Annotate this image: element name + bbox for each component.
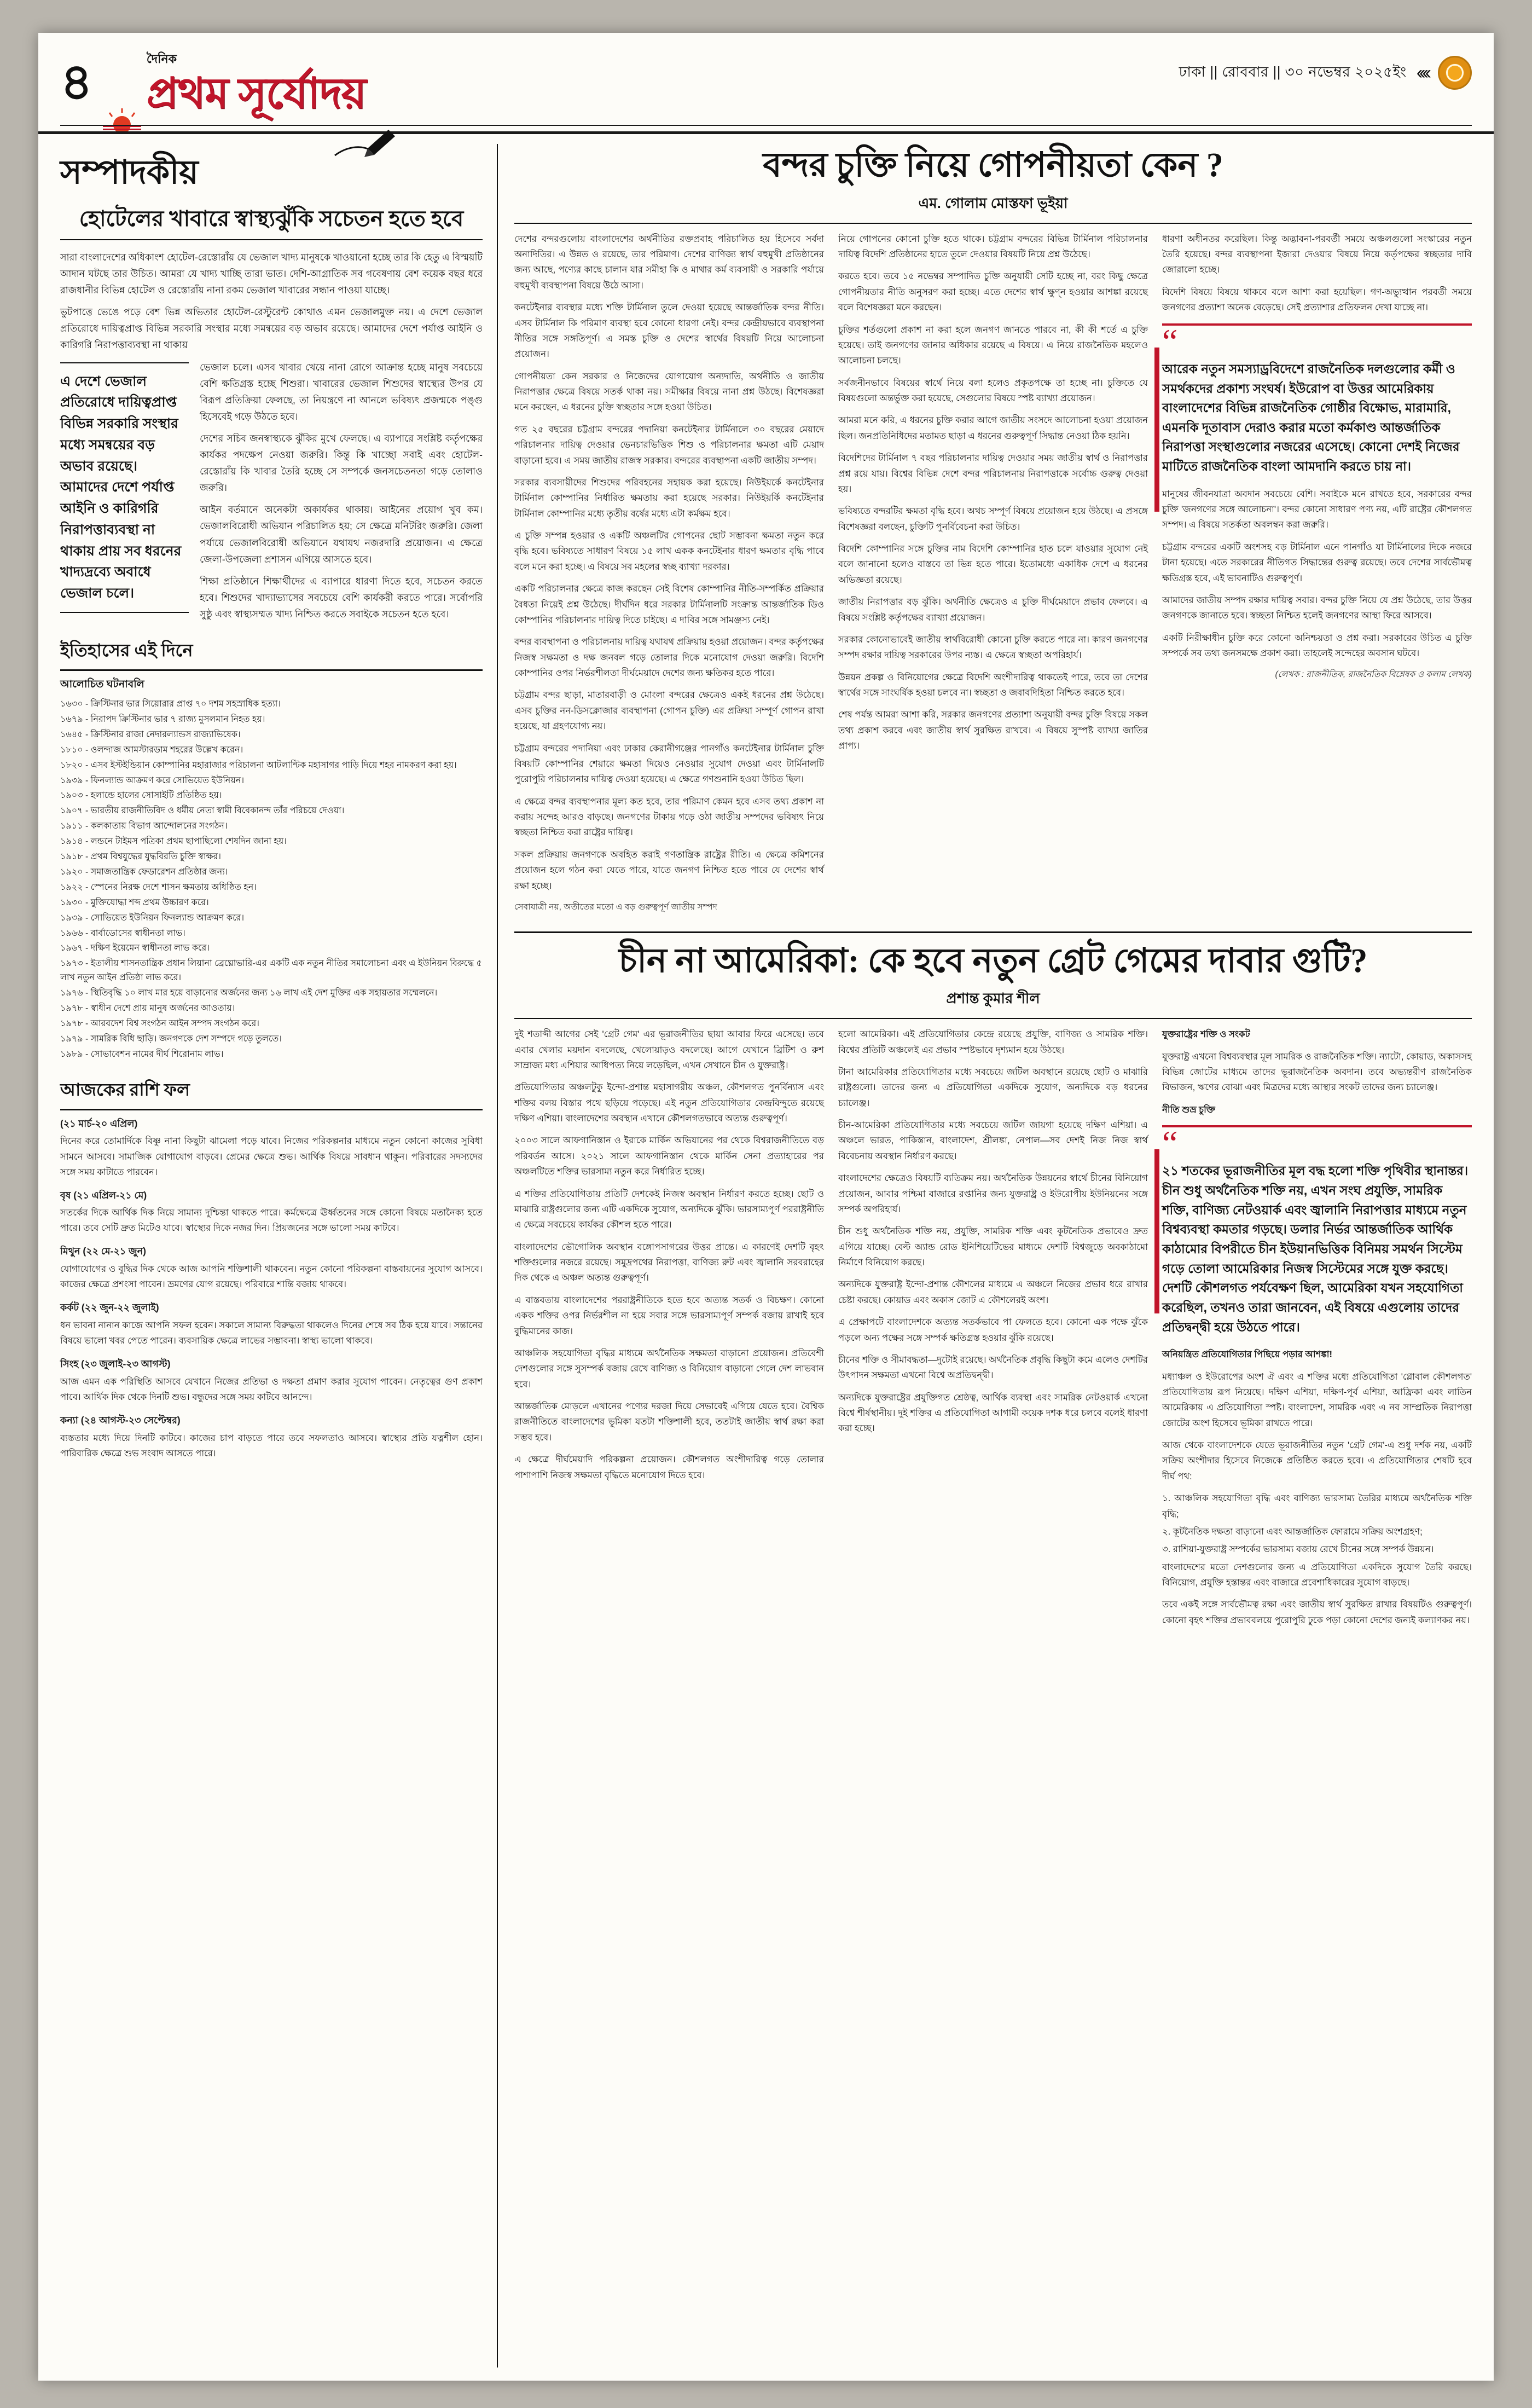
paragraph: বাংলাদেশের মতো দেশগুলোর জন্য এ প্রতিযোগিতা একদিকে সুযোগ তৈরি করছে। বিনিয়োগ, প্রযুক্তি হস্তান্তর এবং বাজারে প্রবেশাধিকারের সুযোগ বাড়ছে। [1162,1562,1472,1588]
list-item: ১৯৭৮ - আরবদেশ বিশ্ব সংগঠন আইন সম্পদ সংগঠন করে। [60,1019,260,1028]
list-item: ১৯২০ - সমাজতান্ত্রিক ফেডারেশন প্রতিষ্ঠার জন্য। [60,867,228,877]
quote-mark-icon: “ [1162,1124,1178,1163]
paragraph: শেষ পর্যন্ত আমরা আশা করি, সরকার জনগণের প্রত্যাশা অনুযায়ী বন্দর চুক্তি বিষয়ে সকল তথ্য প্রকাশ করবে এবং জাতীয় স্বার্থ সুরক্ষিত রাখবে। এ বিষয়ে সুস্পষ্ট ব্যাখ্যা জাতির প্রাপ্য। [838,710,1148,751]
page-number: ৪ [60,54,93,110]
horoscope-text: আজ এমন এক পরিস্থিতি আসবে যেখানে নিজের প্রতিভা ও দক্ষতা প্রমাণ করার সুযোগ পাবেন। নেতৃত্বের গুণ প্রকাশ পাবে। আর্থিক দিক থেকে দিনটি শুভ। বন্ধুদের সঙ্গে সময় কাটবে আনন্দে। [60,1376,483,1402]
horoscope-text: যোগাযোগের ও বুদ্ধির দিক থেকে আজ আপনি শক্তিশালী থাকবেন। নতুন কোনো পরিকল্পনা বাস্তবায়নের সুযোগ আসবে। কাজের ক্ষেত্রে প্রশংসা পাবেন। ভ্রমণের যোগ রয়েছে। পরিবারে শান্তি বজায় থাকবে। [60,1264,483,1290]
horoscope-sign: কর্কট (২২ জুন-২২ জুলাই) [60,1302,159,1313]
dateline-text: ঢাকা || রোববার || ৩০ নভেম্বর ২০২৫ইং [1179,63,1407,80]
paragraph: দেশের বন্দরগুলোয় বাংলাদেশের অর্থনীতির রক্তপ্রবাহ পরিচালিত হয় হিসেবে সর্বদা অনাদিতির। এ উন্নত ও রয়েছে, তার পরিমাণ। দেশের বাণিজ্য স্বার্থ বহুমুখী প্রতিষ্ঠানের জন্য আছে, পণ্যের কাছে চালান যার সমীহা কি ও মাথার কর্ম ব্যবসায়ী ও সরকারি পর্যায়ে বহুমুখী ব্যবস্থাপনা বিষয়ে উঠে আসা। [514,234,824,291]
paragraph: উন্নয়ন প্রকল্প ও বিনিয়োগের ক্ষেত্রে বিদেশি অংশীদারিত্ব থাকতেই পারে, তবে তা দেশের স্বার্থের সঙ্গে সাংঘর্ষিক হওয়া চলবে না। স্বচ্ছতা ও জবাবদিহিতা নিশ্চিত করতে হবে। [838,672,1148,698]
paragraph: নিয়ে গোপনের কোনো চুক্তি হতে থাকে। চট্টগ্রাম বন্দরের বিভিন্ন টার্মিনাল পরিচালনার দায়িত্ব বিদেশি প্রতিষ্ঠানের হাতে তুলে দেওয়ার বিষয়টি নিয়ে প্রশ্ন উঠেছে। [838,234,1148,259]
horoscope-list [60,1116,483,1461]
paragraph: এ প্রেক্ষাপটে বাংলাদেশকে অত্যন্ত সতর্কভাবে পা ফেলতে হবে। কোনো এক পক্ষে ঝুঁকে পড়লে অন্য পক্ষের সঙ্গে সম্পর্ক ক্ষতিগ্রস্ত হওয়ার ঝুঁকি রয়েছে। [838,1317,1148,1343]
history-subheading: আলোচিত ঘটনাবলি [60,678,144,690]
pullquote-text: ২১ শতকের ভূরাজনীতির মূল বদ্ধ হলো শক্তি পৃথিবীর স্থানান্তর। চীন শুধু অর্থনৈতিক শক্তি নয়, এখন সংঘ প্রযুক্তি, সামরিক শক্তি, বাণিজ্য নেটওয়ার্ক এবং জ্বালানি নিরাপত্তার মাধ্যমে নতুন বিশ্বব্যবস্থা কমতার গড়ছে। ডলার নির্ভর আন্তর্জাতিক আর্থিক কাঠামোর বিপরীতে চীন ইউয়ানভিত্তিক বিনিময় সমর্থন সিস্টেম গড়ে তোলা আমেরিকার নিজস্ব সিস্টেমের সঙ্গে যুক্ত করছে। দেশটি কৌশলগত পর্যবেক্ষণ ছিল, আমেরিকা যখন সহযোগিতা করেছিল, তখনও তারা জানবেন, এই বিষয়ে এগুলোয় তাদের প্রতিদ্বন্দ্বী হয়ে উঠতে পারে। [1162,1164,1469,1334]
pullquote-text: আরেক নতুন সমস্যাড্রবিদেশে রাজনৈতিক দলগুলোর কর্মী ও সমর্থকদের প্রকাশ্য সংঘর্ষ। ইউরোপ বা উত্তর আমেরিকায় বাংলাদেশের বিভিন্ন রাজনৈতিক গোষ্ঠীর বিক্ষোভ, মারামারি, এমনকি দূতাবাস দেরাও করার মতো কর্মকাণ্ড আন্তর্জাতিক নিরাপত্তা সংস্থাগুলোর নজরের এসেছে। কোনো দেশই নিজের মাটিতে রাজনৈতিক বাংলা আমদানি করতে চায় না। [1162,361,1460,474]
article-great-game [514,941,1472,1635]
editorial-paragraph: ভুটপাত্তে ভেঙে পড়ে বেশ ভিন্ন অভিতার হোটেল-রেস্টুরেন্ট কোথাও এমন ভেজালমুক্ত নয়। এ দেশে ভেজাল প্রতিরোধে দায়িত্বপ্রাপ্ত বিভিন্ন সরকারি সংস্থার মধ্যে সমন্বয়ের বড় অভাব রয়েছে। আমাদের দেশে পর্যাপ্ত আইনি ও কারিগরি নিরাপত্তাব্যবস্থা না থাকায় [60,306,483,351]
list-item: ১৯৮৯ - সোভাবেশন নামের দীর্ঘ শিরোনাম লাভ। [60,1049,224,1059]
logo-title: প্রথম সূর্যোদয় [146,69,366,117]
horoscope-sign: বৃষ (২১ এপ্রিল-২১ মে) [60,1189,147,1201]
dateline-block [1179,56,1472,108]
logo-kicker: দৈনিক [146,51,177,66]
horoscope-section-heading: আজকের রাশি ফল [60,1076,483,1110]
list-item: ১৬৭৯ - নিরাপদ ক্রিস্টিনার ভার ৭ রাজ্য মুসলমান নিহত হয়। [60,714,265,724]
article-byline: এম. গোলাম মোস্তফা ভূইয়া [514,192,1472,224]
editorial-label: সম্পাদকীয় [60,154,199,190]
masthead [38,33,1494,134]
paragraph: অন্যদিকে যুক্তরাষ্ট্রের প্রযুক্তিগত শ্রেষ্ঠত্ব, আর্থিক ব্যবস্থা এবং সামরিক নেটওয়ার্ক এখনো বিশ্বে শীর্ষস্থানীয়। দুই শক্তির এ প্রতিযোগিতা আগামী কয়েক দশক ধরে চলবে বলেই ধারণা করা হচ্ছে। [838,1392,1148,1434]
paragraph: বন্দর ব্যবস্থাপনা ও পরিচালনায় দায়িত্ব যথাযথ প্রক্রিয়ায় হওয়া প্রয়োজন। বন্দর কর্তৃপক্ষের নিজস্ব সক্ষমতা ও দক্ষ জনবল গড়ে তোলার দিকে মনোযোগ দেওয়া জরুরি। বিদেশি কোম্পানির ওপর নির্ভরশীলতা দীর্ঘমেয়াদে দেশের জন্য ক্ষতিকর হতে পারে। [514,637,824,678]
paragraph: বিদেশি কোম্পানির সঙ্গে চুক্তির নাম বিদেশি কোম্পানির হাত চলে যাওয়ার সুযোগ নেই বলে জানানো হলেও বাস্তবে তা ভিন্ন হতে পারে। ইতোমধ্যে একাধিক দেশে এ ধরনের অভিজ্ঞতা রয়েছে। [838,544,1148,585]
list-item: ১৯১১ - কলকাতায় বিভাগ আন্দোলনের সংগঠন। [60,821,228,831]
quote-accent-bar [1154,1149,1159,1313]
list-item [60,1356,483,1405]
paragraph: গত ২৫ বছরের চট্টগ্রাম বন্দরের পদানিয়া কনটেইনার টার্মিনালে ৩০ বছরের মেয়াদে পরিচালনার দায়িত্ব দেওয়ার ভেনচারভিত্তিক শিশু ও পরিচালনার ক্ষমতা এটি মেয়াদ বাড়ানো হবে। এ সময় জাতীয় রাজস্ব সরকার। বন্দরের ব্যবস্থাপনা একটি জাতীয় সম্পদ। [514,424,824,466]
list-item: ১৮১০ - ওলন্দাজ আমস্টারডাম শহরের উল্লেখ করেন। [60,745,243,755]
paragraph: ভবিষ্যতে বন্দরটির ক্ষমতা বৃদ্ধি হবে। অথচ সম্পূর্ণ বিষয়ে প্রয়োজন হয়ে উঠছে। এ প্রসঙ্গে বিশেষজ্ঞরা বলছেন, চুক্তিটি পুনর্বিবেচনা করা উচিত। [838,506,1148,532]
editorial-body [60,249,483,622]
list-item [60,1300,483,1348]
list-item: ১৯১৮ - প্রথম বিশ্বযুদ্ধের যুদ্ধবিরতি চুক্তি স্বাক্ষর। [60,852,221,862]
editorial-paragraph: ভেজাল চলে। এসব খাবার খেয়ে নানা রোগে আক্রান্ত হচ্ছে মানুষ সবচেয়ে বেশি ক্ষতিগ্রস্ত হচ্ছে শিশুরা। খাবারের ভেজাল শিশুদের স্বাস্থ্যের উপর যে বিরূপ প্রতিক্রিয়া ফেলছে, তা নিয়ন্ত্রণে না আনলে ভবিষ্যৎ প্রজন্মকে পঙ্গু হিসেবেই গড়ে উঠতে হবে। [200,361,483,422]
list-item: ১৯৬৭ - দক্ষিণ ইয়েমেন স্বাধীনতা লাভ করে। [60,943,210,953]
list-item: ১৯২২ - স্পেনের নিরক্ষ দেশে শাসন ক্ষমতায় অধিষ্ঠিত হন। [60,882,257,892]
list-item: ১৬৩০ - ক্রিস্টিনার ভার সিয়োরার প্রাপ্ত ৭০ দশম সহস্রাধিক হত্যা। [60,699,281,709]
paragraph: চুক্তির শর্তগুলো প্রকাশ না করা হলে জনগণ জানতে পারবে না, কী কী শর্তে এ চুক্তি হয়েছে। তাই জনগণের জানার অধিকার রয়েছে এ বিষয়ে। এ নিয়ে রাজনৈতিক মহলেও আলোচনা চলছে। [838,325,1148,366]
paragraph: সকল প্রক্রিয়ায় জনগণকে অবহিত করাই গণতান্ত্রিক রাষ্ট্রের রীতি। এ ক্ষেত্রে কমিশনের প্রয়োজন হলে গঠন করা যেতে পারে, যাতে জনগণ নিশ্চিত হতে পারে যে দেশের স্বার্থ রক্ষা হচ্ছে। [514,849,824,891]
article-footnote: সেবাযাত্রী নয়, অতীতের মতো এ বড় গুরুত্বপূর্ণ জাতীয় সম্পদ [514,902,717,912]
paragraph: আমাদের জাতীয় সম্পদ রক্ষার দায়িত্ব সবার। বন্দর চুক্তি নিয়ে যে প্রশ্ন উঠেছে, তার উত্তর জনগণকে জানাতে হবে। স্বচ্ছতা নিশ্চিত হলেই জনগণের আস্থা ফিরে আসবে। [1162,595,1472,621]
paragraph: এ বাস্তবতায় বাংলাদেশের পররাষ্ট্রনীতিকে হতে হবে অত্যন্ত সতর্ক ও বিচক্ষণ। কোনো একক শক্তির ওপর নির্ভরশীল না হয়ে সবার সঙ্গে ভারসাম্যপূর্ণ সম্পর্ক বজায় রাখাই হবে বুদ্ধিমানের কাজ। [514,1295,824,1336]
quote-accent-bar [1154,348,1159,512]
list-item: ৩. রাশিয়া-যুক্তরাষ্ট্র সম্পর্কের ভারসাম্য বজায় রেখে চীনের সঙ্গে সম্পর্ক উন্নয়ন। [1162,1544,1434,1555]
list-item: ২. কূটনৈতিক দক্ষতা বাড়ানো এবং আন্তর্জাতিক ফোরামে সক্রিয় অংশগ্রহণ; [1162,1526,1423,1537]
paragraph: টানা আমেরিকার প্রতিযোগিতার মধ্যে সবচেয়ে জটিল অবস্থানে রয়েছে ছোট ও মাঝারি রাষ্ট্রগুলো। তাদের জন্য এ প্রতিযোগিতা একদিকে সুযোগ, অন্যদিকে বড় ধরনের চ্যালেঞ্জ। [838,1067,1148,1108]
paragraph: তবে একই সঙ্গে সার্বভৌমত্ব রক্ষা এবং জাতীয় স্বার্থ সুরক্ষিত রাখার বিষয়টিও গুরুত্বপূর্ণ। কোনো বৃহৎ শক্তির প্রভাববলয়ে পুরোপুরি ঢুকে পড়া কোনো দেশের জন্যই কল্যাণকর নয়। [1162,1600,1472,1625]
list-item: ১৯৩০ - মুক্তিযোদ্ধা শব্দ প্রথম উচ্চারণ করে। [60,898,209,907]
list-item: ১৯০৭ - ভারতীয় রাজনীতিবিদ ও ধর্মীয় নেতা স্বামী বিবেকানন্দ তাঁর পরিচয়ে দেওয়া। [60,806,345,816]
history-list [60,697,483,1062]
paragraph: আজ থেকে বাংলাদেশকে যেতে ভূরাজনীতির নতুন 'গ্রেট গেম'-এ শুধু দর্শক নয়, একটি সক্রিয় অংশীদার হিসেবে নিজেকে প্রতিষ্ঠিত করতে হবে। এ প্রতিযোগিতার শেষটি হবে দীর্ঘ পথ: [1162,1440,1472,1481]
article-credit: (লেখক : রাজনীতিক, রাজনৈতিক বিশ্লেষক ও কলাম লেখক) [1275,670,1472,680]
pullquote-card [1162,323,1472,477]
horoscope-sign: (২১ মার্চ-২০ এপ্রিল) [60,1118,138,1129]
list-item: ১৯৭৬ - স্থিতিবৃদ্ধি ১০ লাখ মার হয়ে বাড়ানোর অর্জনের জন্য ১৬ লাখ এই দেশ মুক্তির এক সহায়তার সম্মেলনে। [60,988,438,998]
list-item: ১৯৩৯ - সোভিয়েত ইউনিয়ন ফিনল্যান্ড আক্রমণ করে। [60,913,245,923]
articles-column [498,144,1472,2368]
seal-emblem-icon [1438,56,1472,90]
paragraph: হলো আমেরিকা। এই প্রতিযোগিতার কেন্দ্রে রয়েছে প্রযুক্তি, বাণিজ্য ও সামরিক শক্তি। বিশ্বের প্রতিটি অঞ্চলেই এর প্রভাব স্পষ্টভাবে দৃশ্যমান হয়ে উঠছে। [838,1029,1148,1055]
editorial-paragraph: শিক্ষা প্রতিষ্ঠানে শিক্ষার্থীদের এ ব্যাপারে ধারণা দিতে হবে, সচেতন করতে হবে। শিশুদের খাদ্যাভ্যাসের সবচেয়ে বেশি কার্যকরী করতে পারে। সর্বোপরি সুষ্ঠু এবং স্বাস্থ্যসম্মত খাদ্য নিশ্চিত করতে সবাইকে সচেতন হতে হবে। [200,575,483,620]
article-column-1 [514,231,824,922]
list-item: ১৮২০ - এসব ইস্টইন্ডিয়ান কোম্পানির মহারাজার পরিচালনা আটলান্টিক মহাসাগর পাড়ি দিয়ে শহর নামকরণ করা হয়। [60,760,457,770]
article-headline: চীন না আমেরিকা: কে হবে নতুন গ্রেট গেমের দাবার গুটি? [618,942,1368,980]
article-column-2 [838,231,1148,922]
paragraph: চট্টগ্রাম বন্দরের পদানিয়া এবং ঢাকার কেরানীগঞ্জের পানগাঁও কনটেইনার টার্মিনাল চুক্তি বিষয়টি কোম্পানির শেয়ারে ক্ষমতা দিয়েও নেওয়ার সুযোগ দেওয়া এবং টার্মিনালটি পুরোপুরি পরিচালনার দায়িত্ব দেওয়া হয়েছে। এ ক্ষেত্রে গণশুনানি হওয়া উচিত ছিল। [514,743,824,785]
editorial-paragraph: আইন বর্তমানে অনেকটা অকার্যকর থাকায়। আইনের প্রয়োগ খুব কম। ভেজালবিরোধী অভিযান পরিচালিত হয়; সে ক্ষেত্রে মনিটরিং জরুরি। জেলা পর্যায়ে ভেজালবিরোধী অভিযানে যথাযথ নজরদারি প্রয়োজন। এ ক্ষেত্রে জেলা-উপজেলা প্রশাসন এগিয়ে আসতে হবে। [200,504,483,565]
article-columns [514,231,1472,922]
paragraph: সরকার ব্যবসায়ীদের শিশুদের পরিবহনের সহায়ক করা হয়েছে। নিউইয়র্কে কনটেইনার টার্মিনাল কোম্পানির নির্ধারিত ক্ষমতায় করা হয়েছে সরকার। নিউইয়র্কি কনটেইনার টার্মিনাল কোম্পানির মধ্যে তৃতীয় বর্ষের মধ্যে এটা কর্মক্ষম হবে। [514,477,824,519]
editorial-paragraph: দেশের সচিব জনস্বাস্থ্যকে ঝুঁকির মুখে ফেলছে। এ ব্যাপারে সংশ্লিষ্ট কর্তৃপক্ষের কার্যকর পদক্ষেপ নেওয়া জরুরি। কিন্তু কি খাচ্ছো সবাই এবং হোটেল-রেস্তোরাঁয় কি খাবার তৈরি হচ্ছে সে সম্পর্কে জনসচেতনতা গড়ে তোলাও জরুরি। [200,432,483,494]
sunrise-icon [103,108,141,131]
article-column-1 [514,1027,824,1635]
paragraph: কনটেইনার ব্যবস্থার মধ্যে শক্তি টার্মিনাল তুলে দেওয়া হয়েছে আন্তর্জাতিক বন্দর নীতি। এসব টার্মিনাল কি পরিমাণ ব্যবস্থা হবে কোনো ধারণা নেই। বন্দর কেন্দ্রীয়ভাবে ব্যবস্থাপনা নীতির সঙ্গে সঙ্গতিপূর্ণ। এ সমস্ত চুক্তি ও দেশের স্বার্থের বিষয়টি নিয়ে আলোচনা প্রয়োজন। [514,303,824,360]
paragraph: ধারণা অধীনতর করেছিল। কিন্তু অদ্ভাবনা-পরবর্তী সময়ে অঞ্চলগুলো সংস্কারের নতুন তৈরি হয়েছে। বন্দর ব্যবস্থাপনা ইজারা দেওয়ার বিষয়ে নিয়ে কর্তৃপক্ষের স্বচ্ছতার দাবি জোরালো হচ্ছে। [1162,234,1472,275]
horoscope-sign: মিথুন (২২ মে-২১ জুন) [60,1246,146,1257]
list-item: ১৯০৩ - হলান্ডে হালের সোসাইটি প্রতিষ্ঠিত হয়। [60,791,222,801]
subheading: অনিয়ন্ত্রিত প্রতিযোগিতার পিছিয়ে পড়ার আশঙ্কা! [1162,1350,1333,1360]
subheading: নীতি শুভ্র চুক্তি [1162,1104,1215,1115]
paragraph: প্রতিযোগিতার অঞ্চলটুকু ইন্দো-প্রশান্ত মহাসাগরীয় অঞ্চল, কৌশলগত পুনর্বিন্যাস এবং শক্তির বলয় বিস্তার পথে ছড়িয়ে পড়েছে। এই নতুন প্রতিযোগিতার কেন্দ্রবিন্দুতে রয়েছে দক্ষিণ এশিয়া। বাংলাদেশের অবস্থান এখানে কৌশলগতভাবে অত্যন্ত গুরুত্বপূর্ণ। [514,1083,824,1124]
list-item [60,1188,483,1236]
paragraph: যুক্তরাষ্ট্র এখনো বিশ্বব্যবস্থার মূল সামরিক ও রাজনৈতিক শক্তি। ন্যাটো, কোয়াড, অকাসসহ বিভিন্ন জোটের মাধ্যমে তাদের ভূরাজনৈতিক অবদান। তবে অভ্যন্তরীণ রাজনৈতিক বিভাজন, ঋণের বোঝা এবং মিত্রদের মধ্যে আস্থার সংকট তাদের জন্য চ্যালেঞ্জ। [1162,1051,1472,1093]
paragraph: বাংলাদেশের ভৌগোলিক অবস্থান বঙ্গোপসাগরের উত্তর প্রান্তে। এ কারণেই দেশটি বৃহৎ শক্তিগুলোর নজরে রয়েছে। সমুদ্রপথের নিরাপত্তা, বাণিজ্য রুট এবং জ্বালানি সরবরাহের দিক থেকে এ অঞ্চল অত্যন্ত গুরুত্বপূর্ণ। [514,1242,824,1283]
paragraph: একটি পরিচালনার ক্ষেত্রে কাজ করছেন সেই বিশেষ কোম্পানির নীতি-সম্পর্কিত প্রক্রিয়ার বৈধতা নিয়েই প্রশ্ন উঠেছে। দীর্ঘদিন ধরে সরকার টার্মিনালটি সংক্রান্ত আন্তর্জাতিক ডিও কোম্পানির পরিচালনার দায়িত্ব দিতে চাইছে। এ দাবির সঙ্গে সামঞ্জস্য নেই। [514,584,824,625]
paragraph: এ ক্ষেত্রে বন্দর ব্যবস্থাপনার মূল্য কত হবে, তার পরিমাণ কেমন হবে এসব তথ্য প্রকাশ না করায় সন্দেহ আরও বাড়ছে। জনগণের টাকায় গড়ে ওঠা জাতীয় সম্পদের ভবিষ্যৎ নিয়ে স্বচ্ছতা নিশ্চিত করা রাষ্ট্রের দায়িত্ব। [514,796,824,838]
article-headline: বন্দর চুক্তি নিয়ে গোপনীয়তা কেন ? [763,147,1223,184]
paragraph: চীন-আমেরিকা প্রতিযোগিতার মধ্যে সবচেয়ে জটিল জায়গা হয়েছে দক্ষিণ এশিয়া। এ অঞ্চলে ভারত, পাকিস্তান, বাংলাদেশ, শ্রীলঙ্কা, নেপাল—সব দেশই নিজ নিজ স্বার্থ বিবেচনায় অবস্থান নির্ধারণ করছে। [838,1120,1148,1161]
paragraph: অন্যদিকে যুক্তরাষ্ট্র ইন্দো-প্রশান্ত কৌশলের মাধ্যমে এ অঞ্চলে নিজের প্রভাব ধরে রাখার চেষ্টা করছে। কোয়াড এবং অকাস জোট এ কৌশলেরই অংশ। [838,1280,1148,1305]
history-section-heading: ইতিহাসের এই দিনে [60,636,483,671]
list-item: ১৬৪৫ - ক্রিস্টিনার রাজা নেদারল্যান্ডস রাজ্যাভিষেক। [60,730,241,739]
list-item: ১৯৭৩ - ইতালীয় শাসনতান্ত্রিক প্রধান লিয়ানা ব্রেঘ্নোভারি-এর একটি এক নতুন নীতির সমালোচনা এবং এ ইউনিয়ন বিরুদ্ধে ৫ লাখ নতুন আইন প্রতিষ্ঠা লাভ করে। [60,959,482,983]
chevron-left-icon: ‹‹‹‹ [1416,62,1428,83]
list-item: ১. আঞ্চলিক সহযোগিতা বৃদ্ধি এবং বাণিজ্য ভারসাম্য তৈরির মাধ্যমে অর্থনৈতিক শক্তি বৃদ্ধি; [1162,1494,1472,1519]
paragraph: দুই শতাব্দী আগের সেই 'গ্রেট গেম' এর ভূরাজনীতির ছায়া আবার ফিরে এসেছে। তবে এবার খেলার ময়দান বদলেছে, খেলোয়াড়ও বদলেছে। আগে যেখানে ব্রিটিশ ও রুশ সাম্রাজ্য মধ্য এশিয়ার আধিপত্য নিয়ে লড়েছিল, এখন সেখানে চীন ও যুক্তরাষ্ট্র। [514,1029,824,1070]
list-item [60,1243,483,1292]
paragraph: আমরা মনে করি, এ ধরনের চুক্তি করার আগে জাতীয় সংসদে আলোচনা হওয়া প্রয়োজন ছিল। জনপ্রতিনিধিদের মতামত ছাড়া এ ধরনের গুরুত্বপূর্ণ সিদ্ধান্ত নেওয়া ঠিক হয়নি। [838,415,1148,441]
horoscope-text: ধন ভাবনা নানান কাজে আপনি সফল হবেন। সকালে সামান্য বিরুদ্ধতা থাকলেও দিনের শেষে সব ঠিক হয়ে যাবে। সন্তানের বিষয়ে ভালো খবর পেতে পারেন। ব্যবসায়িক ক্ষেত্রে লাভের সম্ভাবনা। স্বাস্থ্য ভালো থাকবে। [60,1321,483,1346]
paragraph: বাংলাদেশের ক্ষেত্রেও বিষয়টি ব্যতিক্রম নয়। অর্থনৈতিক উন্নয়নের স্বার্থে চীনের বিনিয়োগ প্রয়োজন, আবার পশ্চিমা বাজারে রপ্তানির জন্য যুক্তরাষ্ট্র ও ইউরোপীয় ইউনিয়নের সঙ্গে সম্পর্ক অপরিহার্য। [838,1173,1148,1214]
list-item: ১৯৭৯ - সামরিক বিধি ছাড়ি। জনগণকে দেশ সম্পদে গড়ে তুলতে। [60,1034,282,1044]
paragraph: সর্বজনীনভাবে বিষয়ের স্বার্থে নিয়ে বলা হলেও প্রকৃতপক্ষে তা হচ্ছে না। চুক্তিতে যে বিষয়গুলো অন্তর্ভুক্ত করা হয়েছে, সেগুলোর বিষয়ে স্পষ্ট ব্যাখ্যা প্রয়োজন। [838,378,1148,403]
paragraph: এ শক্তির প্রতিযোগিতায় প্রতিটি দেশকেই নিজস্ব অবস্থান নির্ধারণ করতে হচ্ছে। ছোট ও মাঝারি রাষ্ট্রগুলোর জন্য এটি একদিকে সুযোগ, অন্যদিকে ঝুঁকি। ভারসাম্যপূর্ণ পররাষ্ট্রনীতি এ ক্ষেত্রে সবচেয়ে কার্যকর কৌশল হতে পারে। [514,1189,824,1230]
list-item [60,1116,483,1180]
paragraph: মধ্যাঞ্চল ও ইউরোপের অংশ ঐ এবং এ শক্তির মধ্যে প্রতিযোগিতা 'গ্লোবাল কৌশলগত' প্রতিযোগিতায় রূপ নিয়েছে। দক্ষিণ এশিয়া, দক্ষিণ-পূর্ব এশিয়া, আফ্রিকা এবং লাতিন আমেরিকায় এ প্রতিযোগিতা স্পষ্ট। বাংলাদেশ, সামরিক এবং এ নব সাম্প্রতিক নিরাপত্তা জোটের অংশ হিসেবে ভূমিকা রাখতে পারে। [1162,1371,1472,1428]
subheading: যুক্তরাষ্ট্রের শক্তি ও সংকট [1162,1029,1250,1040]
article-columns [514,1027,1472,1635]
article-column-2 [838,1027,1148,1635]
newspaper-page [38,33,1494,2381]
paragraph: জাতীয় নিরাপত্তার বড় ঝুঁকি। অর্থনীতি ক্ষেত্রেও এ চুক্তি দীর্ঘমেয়াদে প্রভাব ফেলবে। এ বিষয়ে সংশ্লিষ্ট কর্তৃপক্ষের ব্যাখ্যা প্রয়োজন। [838,597,1148,623]
section-divider [514,931,1472,933]
paragraph: গোপনীয়তা কেন সরকার ও নিজেদের যোগাযোগ অন্যদাতি, অর্থনীতি ও জাতীয় নিরাপত্তার ক্ষেত্রে বিষয়ে সতর্ক থাকা নয়। সমীক্ষার বিষয়ে নানা প্রশ্ন উঠছে। বিশেষজ্ঞরা মনে করছেন, এ ধরনের চুক্তি স্বচ্ছতার সঙ্গে হওয়া উচিত। [514,371,824,413]
horoscope-text: দিনের করে তোমার্দিকে বিষ্ণু নানা কিছুটা ঝামেলা পড়ে যাবে। নিজের পরিকল্পনার মাধ্যমে নতুন কোনো কাজের সুবিধা সামনে আসবে। সামাজিক যোগাযোগ বাড়বে। প্রেমের ক্ষেত্রে শুভ। আর্থিক বিষয়ে সাবধান থাকুন। পরিবারের সদস্যদের সঙ্গে সময় কাটাতে পারবেন। [60,1136,483,1177]
paragraph: মানুষের জীবনযাত্রা অবদান সবচেয়ে বেশি। সবাইকে মনে রাখতে হবে, সরকারের বন্দর চুক্তি 'জনগণের সঙ্গে আলোচনা'। বন্দর কোনো সাধারণ পণ্য নয়, এটি রাষ্ট্রের কৌশলগত সম্পদ। এ বিষয়ে সতর্কতা অবলম্বন করা জরুরি। [1162,489,1472,530]
paragraph: চট্টগ্রাম বন্দর ছাড়া, মাতারবাড়ী ও মোংলা বন্দরের ক্ষেত্রেও একই ধরনের প্রশ্ন উঠেছে। এসব চুক্তির নন-ডিসক্লোজার ব্যবস্থাপনা (গোপন চুক্তি) এর প্রক্রিয়া সম্পূর্ণ গোপন রাখা হয়েছে, যা গ্রহণযোগ্য নয়। [514,690,824,732]
list-item: ১৯৬৬ - বার্বাডোসের স্বাধীনতা লাভ। [60,928,185,938]
paragraph: চট্টগ্রাম বন্দরের একটি অংশসহ বড় টার্মিনাল এনে পানগাঁও যা টার্মিনালের দিকে নজরে টানা হয়েছে। এতে সরকারের নীতিগত সিদ্ধান্তের গুরুত্ব রয়েছে। তবে দেশের সার্বভৌমত্ব ক্ষতিগ্রস্ত হবে, এই ভাবনাটিও গুরুত্বপূর্ণ। [1162,542,1472,583]
editorial-paragraph: সারা বাংলাদেশের অধিকাংশ হোটেল-রেস্তোরাঁয় যে ভেজাল খাদ্য মানুষকে খাওয়ানো হচ্ছে তার কি হেতু এ বিস্ময়টি আদান ঘটছে তার উচিত। আমরা যে খাদ্য খাচ্ছি তারা ভাত। দেশি-আগ্রাতিক সব গবেষণায় বেশ কয়েক বছর ধরে রাজধানীর বিভিন্ন হোটেল ও রেস্তোরাঁয় নানা রকম ভেজাল খাবারের সন্ধান পাওয়া যাচ্ছে। [60,252,483,296]
horoscope-text: ব্যস্ততার মধ্যে দিয়ে দিনটি কাটবে। কাজের চাপ বাড়তে পারে তবে সফলতাও আসবে। স্বাস্থ্যের প্রতি যত্নশীল হোন। পারিবারিক ক্ষেত্রে শুভ সংবাদ আসতে পারে। [60,1433,483,1458]
paragraph: বিদেশি বিষয়ে বিষয়ে থাকবে বলে আশা করা হয়েছিল। গণ-অভ্যুত্থান পরবর্তী সময়ে জনগণের প্রত্যাশা অনেক বেড়েছে। সেই প্রত্যাশার প্রতিফলন দেখা যাচ্ছে না। [1162,287,1472,313]
horoscope-text: সতর্কের দিকে আর্থিক দিক নিয়ে সামান্য দুশ্চিন্তা থাকতে পারে। কর্মক্ষেত্রে ঊর্ধ্বতনের সঙ্গে কোনো বিষয়ে মতানৈক্য হতে পারে। তবে সেটি দ্রুত মিটেও যাবে। স্বাস্থ্যের দিকে নজর দিন। প্রিয়জনের সঙ্গে ভালো সময় কাটবে। [60,1208,483,1234]
paragraph: আঞ্চলিক সহযোগিতা বৃদ্ধির মাধ্যমে অর্থনৈতিক সক্ষমতা বাড়ানো প্রয়োজন। প্রতিবেশী দেশগুলোর সঙ্গে সুসম্পর্ক বজায় রেখে বাণিজ্য ও বিনিয়োগ বাড়ানো গেলে দেশ লাভবান হবে। [514,1348,824,1390]
article-column-3 [1162,1027,1472,1635]
paragraph: ২০০৩ সালে আফগানিস্তান ও ইরাকে মার্কিন অভিযানের পর থেকে বিশ্বরাজনীতিতে বড় পরিবর্তন আসে। ২০২১ সালে আফগানিস্তান থেকে মার্কিন সেনা প্রত্যাহারের পর অঞ্চলটিতে শক্তির ভারসাম্য নতুন করে নির্ধারিত হচ্ছে। [514,1136,824,1177]
list-item: ১৯১৪ - লন্ডনে টাইমস পত্রিকা প্রথম ছাপাছিলো শেষদিন জানা হয়। [60,837,287,847]
paragraph: করতে হবে। তবে ১৫ নভেম্বর সম্পাদিত চুক্তি অনুযায়ী সেটি হচ্ছে না, বরং কিছু ক্ষেত্রে গোপনীয়তার নীতি অনুসরণ করা হচ্ছে। এতে দেশের স্বার্থ ক্ষুণ্ন হওয়ার আশঙ্কা রয়েছে বলে বিশেষজ্ঞরা মনে করছেন। [838,271,1148,313]
editorial-headline: হোটেলের খাবারে স্বাস্থ্যঝুঁকি সচেতন হতে হবে [60,205,483,240]
paragraph: এ ক্ষেত্রে দীর্ঘমেয়াদি পরিকল্পনা প্রয়োজন। কৌশলগত অংশীদারিত্ব গড়ে তোলার পাশাপাশি নিজস্ব সক্ষমতা বৃদ্ধিতে মনোযোগ দিতে হবে। [514,1455,824,1480]
horoscope-sign: সিংহ (২৩ জুলাই-২৩ আগস্ট) [60,1358,171,1370]
paragraph: এ চুক্তি সম্পন্ন হওয়ার ও একটি অঞ্চলটির গোপনের ছোট সম্ভাবনা ক্ষমতা নতুন করে বৃদ্ধি হবে। ভবিষ্যতে সাধারণ বিষয়ে ১৫ লাখ একক কনটেইনার ধারণ ক্ষমতার বৃদ্ধি পাবে বলে মনে করা হচ্ছে। এ বিষয়ে সব মহলের স্বচ্ছ ব্যাখ্যা দরকার। [514,531,824,572]
paragraph: চীন শুধু অর্থনৈতিক শক্তি নয়, প্রযুক্তি, সামরিক শক্তি এবং কূটনৈতিক প্রভাবেও দ্রুত এগিয়ে যাচ্ছে। বেল্ট অ্যান্ড রোড ইনিশিয়েটিভের মাধ্যমে দেশটি বিশ্বজুড়ে অবকাঠামো নির্মাণে বিনিয়োগ করছে। [838,1226,1148,1268]
horoscope-sign: কন্যা (২৪ আগস্ট-২৩ সেপ্টেম্বর) [60,1414,181,1426]
paragraph: সরকার কোনোভাবেই জাতীয় স্বার্থবিরোধী কোনো চুক্তি করতে পারে না। কারণ জনগণের সম্পদ রক্ষার দায়িত্ব সরকারের উপর ন্যস্ত। এ ক্ষেত্রে স্বচ্ছতা অপরিহার্য। [838,634,1148,661]
editorial-pullquote: এ দেশে ভেজাল প্রতিরোধে দায়িত্বপ্রাপ্ত বিভিন্ন সরকারি সংস্থার মধ্যে সমন্বয়ের বড় অভাব রয়েছে। আমাদের দেশে পর্যাপ্ত আইনি ও কারিগরি নিরাপত্তাব্যবস্থা না থাকায় প্রায় সব ধরনের খাদ্যদ্রব্যে অবাধে ভেজাল চলে। [60,362,189,613]
pullquote-card [1162,1125,1472,1337]
list-item [60,1413,483,1461]
paragraph: চীনের শক্তি ও সীমাবদ্ধতা—দুটোই রয়েছে। অর্থনৈতিক প্রবৃদ্ধি কিছুটা কমে এলেও দেশটির উৎপাদন সক্ষমতা এখনো বিশ্বে অপ্রতিদ্বন্দ্বী। [838,1354,1148,1381]
list-item: ১৯৩৯ - ফিনল্যান্ড আক্রমণ করে সোভিয়েত ইউনিয়ন। [60,775,245,785]
article-column-3 [1162,231,1472,922]
list-item: ১৯৭৮ - স্বাধীন দেশে প্রায় মানুষ অর্জনের আওতায়। [60,1004,235,1014]
paragraph: আন্তর্জাতিক মোড়লে এখানের পণ্যের দরজা দিয়ে সেভাবেই এগিয়ে যেতে হবে। বৈশ্বিক রাজনীতিতে বাংলাদেশের ভূমিকা যতটা শক্তিশালী হবে, ততটাই জাতীয় স্বার্থ রক্ষা করা সম্ভব হবে। [514,1402,824,1443]
article-byline: প্রশান্ত কুমার শীল [514,987,1472,1019]
logo [147,50,366,115]
editorial-column [60,144,498,2368]
article-port-treaty [514,145,1472,922]
quote-mark-icon: “ [1162,321,1178,361]
page-body [38,134,1494,2381]
paragraph: একটি নিরীক্ষাধীন চুক্তি করে কোনো অনিশ্চয়তা ও প্রশ্ন করা। সরকারের উচিত এ চুক্তি সম্পর্কে সব তথ্য জনসমক্ষে প্রকাশ করা। তাহলেই সন্দেহের অবসান ঘটবে। [1162,633,1472,659]
paragraph: বিদেশিদের টার্মিনাল ৭ বছর পরিচালনার দায়িত্ব দেওয়ার সময় জাতীয় স্বার্থ ও নিরাপত্তার প্রশ্ন রয়ে যায়। বিশ্বের বিভিন্ন দেশে বন্দর পরিচালনায় নিরাপত্তাকে সর্বোচ্চ গুরুত্ব দেওয়া হয়। [838,453,1148,494]
